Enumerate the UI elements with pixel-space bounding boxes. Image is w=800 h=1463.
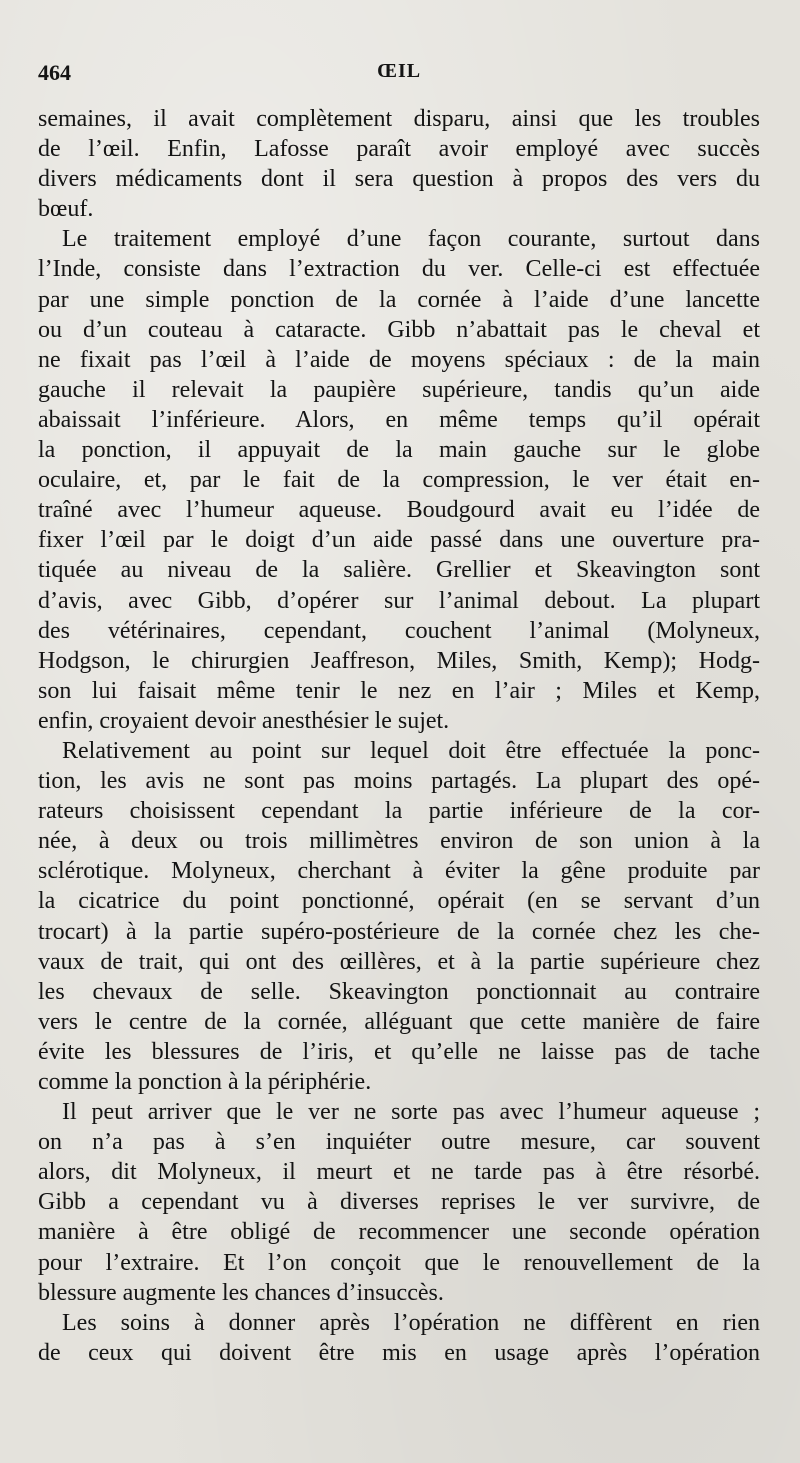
- text-line: Il peut arriver que le ver ne sorte pas avec l’humeur aqueuse ;: [62, 1099, 760, 1126]
- text-line: des vétérinaires, cependant, couchent l’animal (Molyneux,: [38, 617, 760, 644]
- text-line: née, à deux ou trois millimètres environ de son union à la: [38, 828, 760, 855]
- page-number: 464: [38, 60, 71, 85]
- text-line: vers le centre de la cornée, alléguant que cette manière de faire: [38, 1008, 760, 1035]
- text-line: bœuf.: [38, 196, 94, 223]
- text-line: fixer l’œil par le doigt d’un aide passé dans une ouverture pra-: [38, 527, 760, 554]
- text-line: d’avis, avec Gibb, d’opérer sur l’animal debout. La plupart: [38, 587, 760, 614]
- text-line: on n’a pas à s’en inquiéter outre mesure, car souvent: [38, 1129, 760, 1156]
- text-line: la ponction, il appuyait de la main gauche sur le globe: [38, 437, 760, 464]
- text-line: sclérotique. Molyneux, cherchant à éviter la gêne produite par: [38, 858, 760, 885]
- text-line: pour l’extraire. Et l’on conçoit que le renouvellement de la: [38, 1249, 760, 1276]
- text-line: ou d’un couteau à cataracte. Gibb n’abattait pas le cheval et: [38, 316, 760, 343]
- text-line: tion, les avis ne sont pas moins partagés. La plupart des opé-: [38, 768, 760, 795]
- text-line: rateurs choisissent cependant la partie inférieure de la cor-: [38, 798, 760, 825]
- text-line: comme la ponction à la périphérie.: [38, 1069, 372, 1095]
- text-line: gauche il relevait la paupière supérieure, tandis qu’un aide: [38, 376, 760, 403]
- text-line: Les soins à donner après l’opération ne diffèrent en rien: [62, 1309, 760, 1336]
- text-line: enfin, croyaient devoir anesthésier le sujet.: [38, 707, 450, 734]
- text-line: Hodgson, le chirurgien Jeaffreson, Miles, Smith, Kemp); Hodg-: [38, 647, 760, 674]
- text-line: Relativement au point sur lequel doit être effectuée la ponc-: [62, 737, 760, 764]
- text-line: la cicatrice du point ponctionné, opérait (en se servant d’un: [38, 888, 760, 915]
- text-line: divers médicaments dont il sera question à propos des vers du: [38, 166, 760, 193]
- text-line: vaux de trait, qui ont des œillères, et à la partie supérieure chez: [38, 948, 760, 975]
- page-header: [38, 60, 760, 90]
- text-line: de ceux qui doivent être mis en usage après l’opération: [38, 1339, 760, 1366]
- text-line: son lui faisait même tenir le nez en l’air ; Miles et Kemp,: [38, 677, 760, 704]
- text-line: par une simple ponction de la cornée à l’aide d’une lancette: [38, 286, 760, 313]
- text-line: semaines, il avait complètement disparu, ainsi que les troubles: [38, 106, 760, 132]
- body-text: [38, 104, 760, 1368]
- text-line: Gibb a cependant vu à diverses reprises le ver survivre, de: [38, 1189, 760, 1216]
- text-line: les chevaux de selle. Skeavington ponctionnait au contraire: [38, 978, 760, 1005]
- text-line: blessure augmente les chances d’insuccès.: [38, 1279, 444, 1306]
- text-line: l’Inde, consiste dans l’extraction du ver. Celle-ci est effectuée: [38, 256, 760, 283]
- text-line: ne fixait pas l’œil à l’aide de moyens spéciaux : de la main: [38, 346, 760, 373]
- text-line: de l’œil. Enfin, Lafosse paraît avoir employé avec succès: [38, 136, 760, 163]
- text-line: oculaire, et, par le fait de la compression, le ver était en-: [38, 467, 760, 494]
- text-line: manière à être obligé de recommencer une seconde opération: [38, 1219, 760, 1246]
- running-title: ŒIL: [376, 60, 422, 82]
- text-line: tiquée au niveau de la salière. Grellier et Skeavington sont: [38, 557, 760, 584]
- text-line: évite les blessures de l’iris, et qu’elle ne laisse pas de tache: [38, 1038, 760, 1065]
- text-line: abaissait l’inférieure. Alors, en même temps qu’il opérait: [38, 406, 760, 433]
- text-line: alors, dit Molyneux, il meurt et ne tarde pas à être résorbé.: [38, 1159, 760, 1186]
- text-line: trocart) à la partie supéro-postérieure de la cornée chez les che-: [38, 918, 760, 945]
- text-line: Le traitement employé d’une façon courante, surtout dans: [62, 226, 760, 253]
- text-line: traîné avec l’humeur aqueuse. Boudgourd avait eu l’idée de: [38, 497, 760, 524]
